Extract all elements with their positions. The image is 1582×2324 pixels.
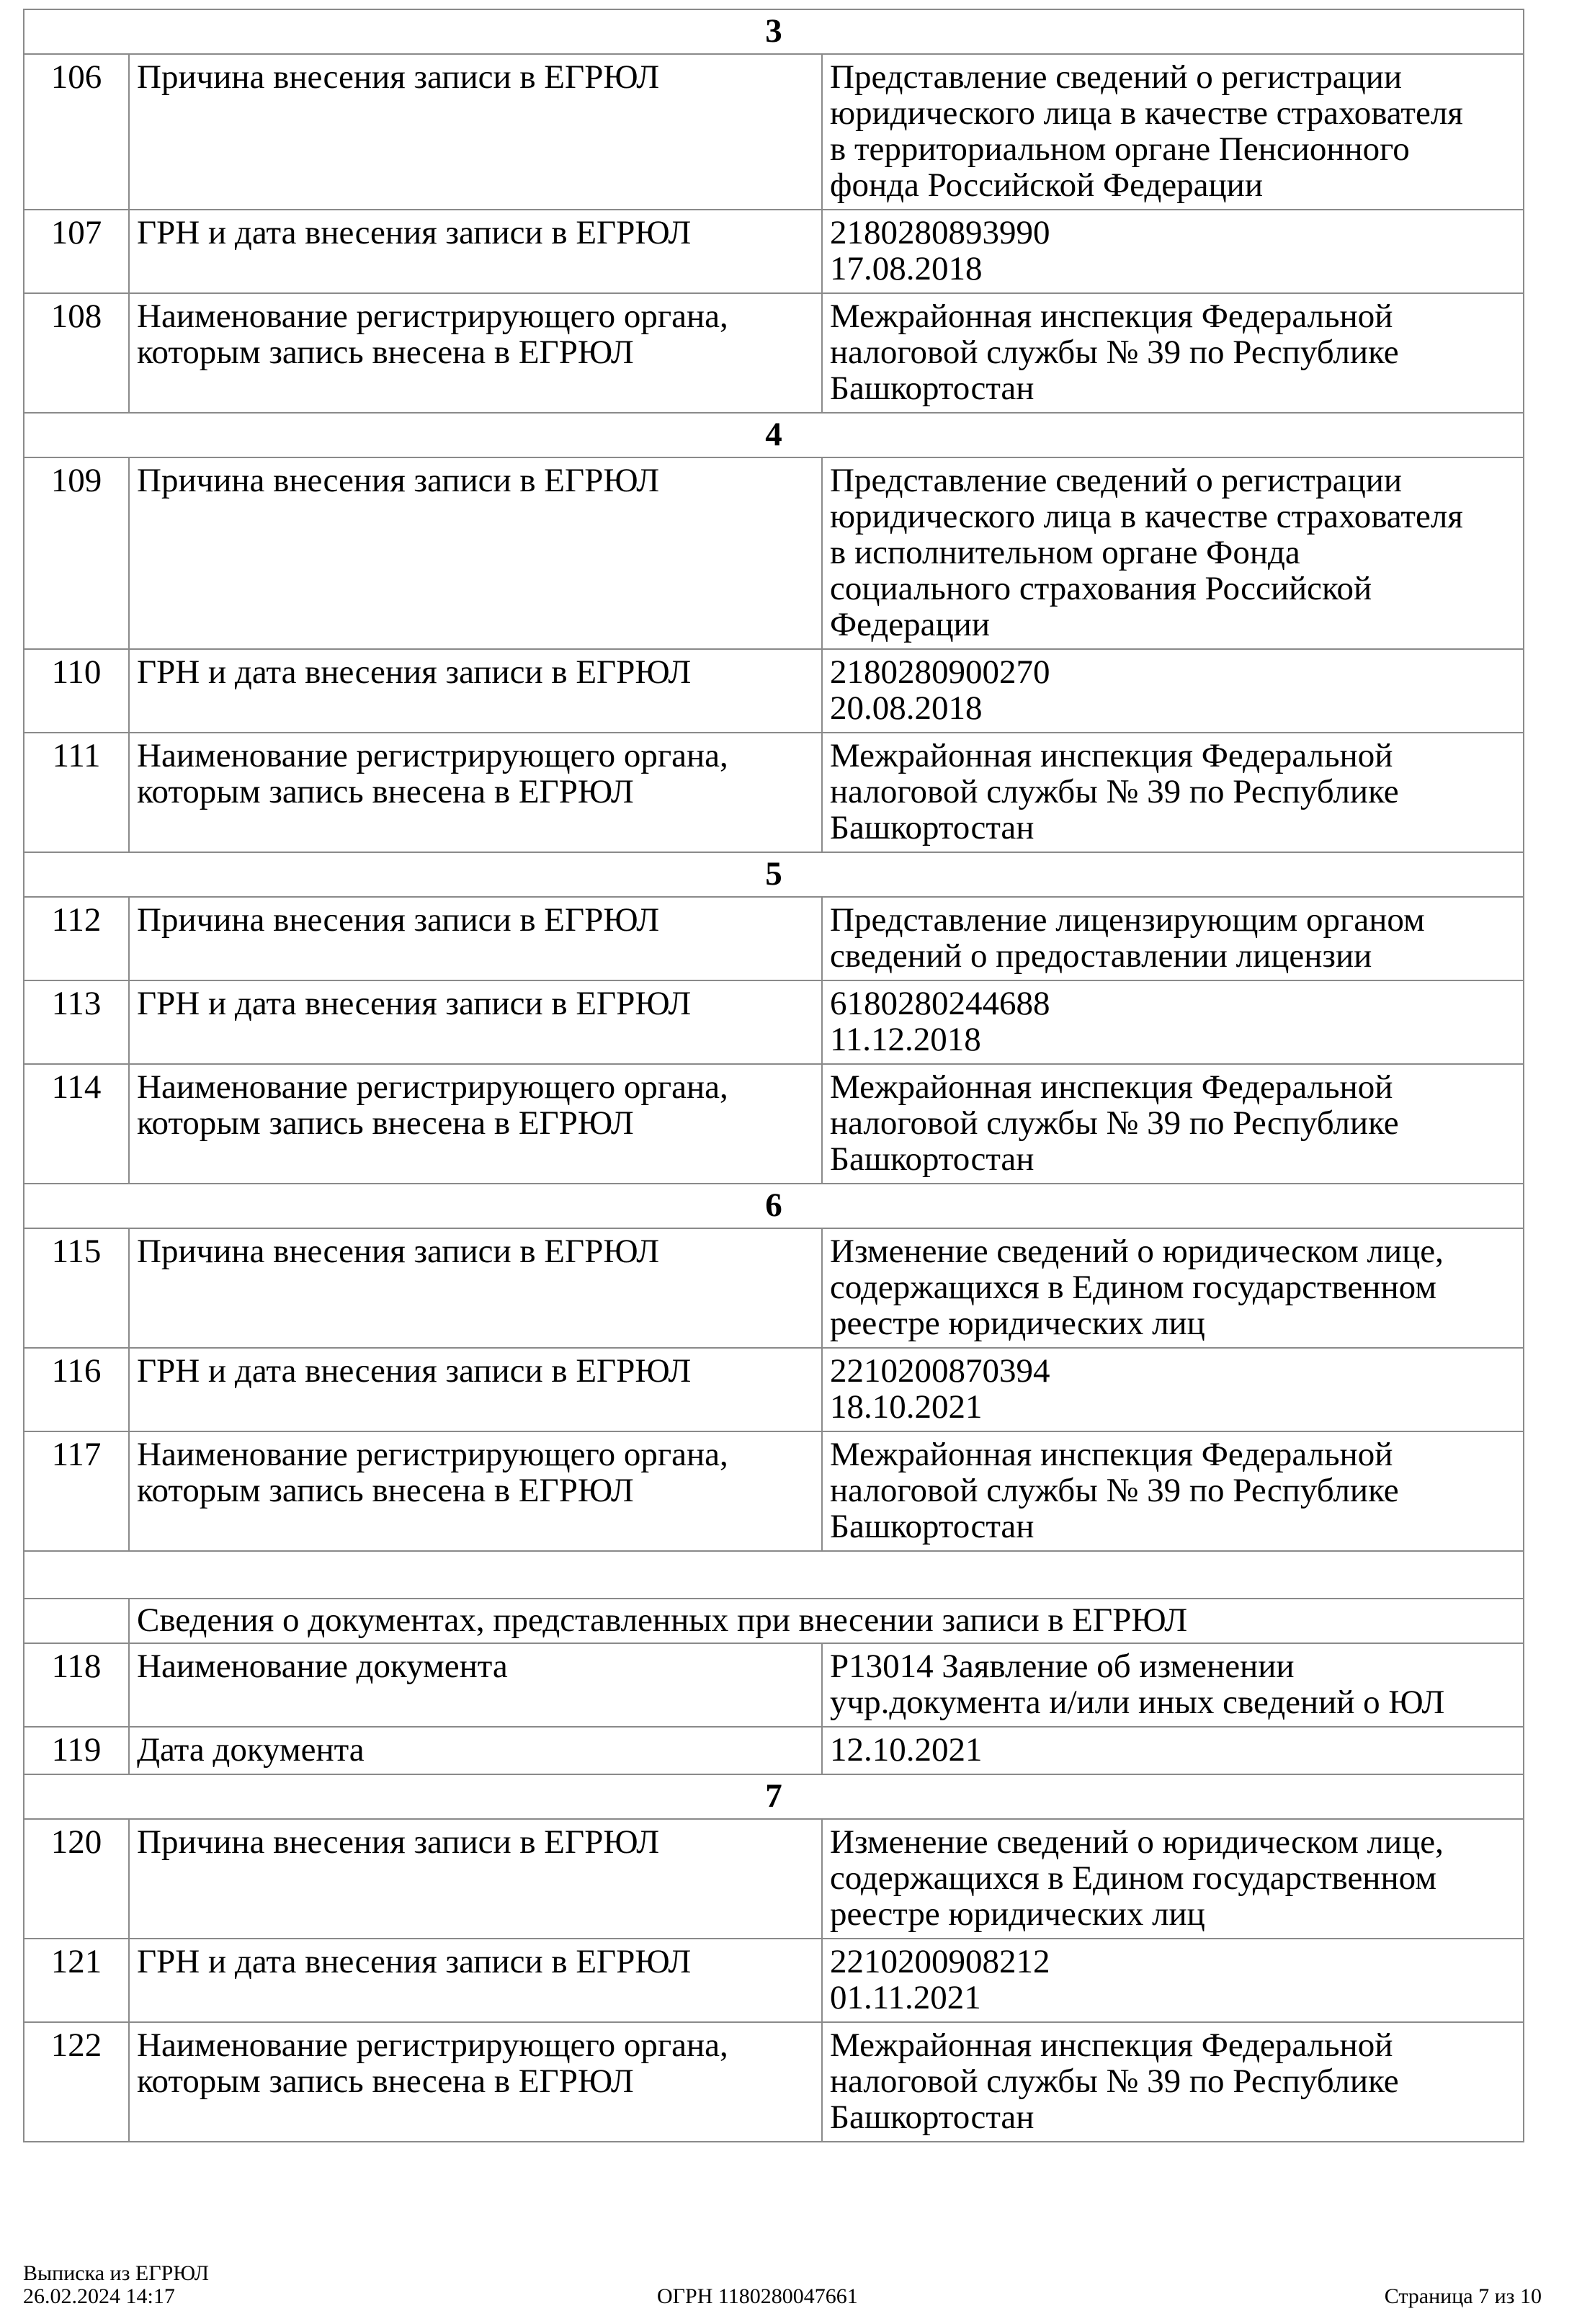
field-value-cell — [822, 649, 1524, 733]
field-name-line: ГРН и дата внесения записи в ЕГРЮЛ — [137, 1943, 692, 1980]
footer-page-number: Страница 7 из 10 — [1384, 2284, 1542, 2308]
field-name-cell — [129, 1727, 822, 1774]
field-value-line: социального страхования Российской — [830, 570, 1372, 607]
field-name-cell — [129, 2022, 822, 2142]
table-body — [24, 9, 1524, 2142]
field-name-cell — [129, 1228, 822, 1348]
field-name-line: которым запись внесена в ЕГРЮЛ — [137, 334, 634, 371]
field-value-line: 20.08.2018 — [830, 689, 983, 727]
group-header-row — [24, 852, 1524, 897]
row-number: 116 — [24, 1348, 129, 1431]
field-name-line: ГРН и дата внесения записи в ЕГРЮЛ — [137, 653, 692, 691]
group-number: 7 — [24, 1774, 1524, 1819]
field-name-line: Причина внесения записи в ЕГРЮЛ — [137, 1233, 660, 1270]
table-row — [24, 1431, 1524, 1551]
field-value-line: 2210200870394 — [830, 1352, 1050, 1390]
row-number: 110 — [24, 649, 129, 733]
field-name-cell — [129, 210, 822, 293]
field-value-line: 6180280244688 — [830, 985, 1050, 1022]
table-row — [24, 980, 1524, 1064]
field-value-line: налоговой службы № 39 по Республике — [830, 2062, 1399, 2100]
field-value-line: Изменение сведений о юридическом лице, — [830, 1233, 1444, 1270]
field-name-cell — [129, 1064, 822, 1184]
field-name-line: ГРН и дата внесения записи в ЕГРЮЛ — [137, 1352, 692, 1390]
field-value-line: юридического лица в качестве страхователя — [830, 498, 1463, 535]
empty-cell — [24, 1551, 1524, 1599]
table-row — [24, 1643, 1524, 1727]
field-name-cell — [129, 457, 822, 649]
field-value-line: в исполнительном органе Фонда — [830, 534, 1300, 571]
row-number: 118 — [24, 1643, 129, 1727]
row-number: 109 — [24, 457, 129, 649]
footer-left — [23, 2262, 209, 2308]
field-value-cell — [822, 1431, 1524, 1551]
field-name-cell — [129, 1939, 822, 2022]
field-name-line: Дата документа — [137, 1731, 365, 1769]
group-number: 6 — [24, 1184, 1524, 1228]
field-name-line: Причина внесения записи в ЕГРЮЛ — [137, 58, 660, 96]
field-value-line: Межрайонная инспекция Федеральной — [830, 1068, 1393, 1106]
field-value-cell — [822, 1348, 1524, 1431]
row-number: 113 — [24, 980, 129, 1064]
field-name-line: Наименование регистрирующего органа, — [137, 1436, 728, 1473]
field-value-line: Межрайонная инспекция Федеральной — [830, 737, 1393, 774]
field-value-cell — [822, 1727, 1524, 1774]
row-number: 111 — [24, 733, 129, 852]
table-row — [24, 1939, 1524, 2022]
field-value-line: налоговой службы № 39 по Республике — [830, 773, 1399, 810]
field-value-line: 17.08.2018 — [830, 250, 983, 287]
field-value-line: 2180280893990 — [830, 214, 1050, 251]
field-value-line: реестре юридических лиц — [830, 1895, 1205, 1933]
field-value-cell — [822, 1228, 1524, 1348]
field-value-line: 12.10.2021 — [830, 1731, 983, 1769]
field-name-line: Причина внесения записи в ЕГРЮЛ — [137, 462, 660, 499]
field-value-line: Р13014 Заявление об изменении — [830, 1648, 1295, 1685]
field-value-cell — [822, 1064, 1524, 1184]
field-value-line: Представление сведений о регистрации — [830, 462, 1403, 499]
footer-ogrn: ОГРН 1180280047661 — [657, 2284, 858, 2308]
row-number: 106 — [24, 54, 129, 210]
table-row — [24, 293, 1524, 413]
footer-datetime: 26.02.2024 14:17 — [23, 2284, 175, 2308]
field-value-cell — [822, 293, 1524, 413]
field-name-cell — [129, 897, 822, 980]
field-value-line: сведений о предоставлении лицензии — [830, 937, 1372, 975]
table-row — [24, 2022, 1524, 2142]
field-value-line: Межрайонная инспекция Федеральной — [830, 1436, 1393, 1473]
field-name-line: которым запись внесена в ЕГРЮЛ — [137, 1472, 634, 1509]
field-value-line: налоговой службы № 39 по Республике — [830, 334, 1399, 371]
field-name-line: Причина внесения записи в ЕГРЮЛ — [137, 901, 660, 939]
table-row — [24, 649, 1524, 733]
field-value-line: учр.документа и/или иных сведений о ЮЛ — [830, 1684, 1445, 1721]
table-row — [24, 1348, 1524, 1431]
section-header-row — [24, 1599, 1524, 1643]
field-name-cell — [129, 293, 822, 413]
row-number: 121 — [24, 1939, 129, 2022]
field-name-cell — [129, 1431, 822, 1551]
row-number: 107 — [24, 210, 129, 293]
row-number: 119 — [24, 1727, 129, 1774]
field-value-line: Башкортостан — [830, 809, 1034, 846]
table-row — [24, 1819, 1524, 1939]
field-value-cell — [822, 1643, 1524, 1727]
field-name-line: ГРН и дата внесения записи в ЕГРЮЛ — [137, 214, 692, 251]
field-value-line: 01.11.2021 — [830, 1979, 981, 2016]
field-value-line: юридического лица в качестве страхователя — [830, 94, 1463, 132]
field-name-cell — [129, 980, 822, 1064]
field-value-line: налоговой службы № 39 по Республике — [830, 1472, 1399, 1509]
field-value-line: реестре юридических лиц — [830, 1305, 1205, 1342]
field-value-line: Межрайонная инспекция Федеральной — [830, 298, 1393, 335]
field-value-line: 2180280900270 — [830, 653, 1050, 691]
field-value-line: Федерации — [830, 606, 990, 643]
field-name-line: Наименование регистрирующего органа, — [137, 298, 728, 335]
field-value-cell — [822, 54, 1524, 210]
table-row — [24, 733, 1524, 852]
field-value-line: содержащихся в Едином государственном — [830, 1859, 1436, 1897]
field-value-cell — [822, 733, 1524, 852]
row-number: 120 — [24, 1819, 129, 1939]
footer-doc-title: Выписка из ЕГРЮЛ — [23, 2261, 209, 2285]
page-footer — [23, 2262, 1542, 2320]
section-title: Сведения о документах, представленных при внесении записи в ЕГРЮЛ — [129, 1599, 1524, 1643]
field-value-line: Башкортостан — [830, 2099, 1034, 2136]
table-row — [24, 1228, 1524, 1348]
row-number: 115 — [24, 1228, 129, 1348]
field-name-cell — [129, 1819, 822, 1939]
field-name-line: которым запись внесена в ЕГРЮЛ — [137, 2062, 634, 2100]
field-name-cell — [129, 649, 822, 733]
field-value-line: 2210200908212 — [830, 1943, 1050, 1980]
group-number: 3 — [24, 9, 1524, 54]
field-value-line: Представление лицензирующим органом — [830, 901, 1425, 939]
row-number: 122 — [24, 2022, 129, 2142]
field-value-cell — [822, 980, 1524, 1064]
field-value-line: фонда Российской Федерации — [830, 166, 1263, 204]
field-value-cell — [822, 1819, 1524, 1939]
table-row — [24, 1064, 1524, 1184]
group-header-row — [24, 1184, 1524, 1228]
row-number: 112 — [24, 897, 129, 980]
field-name-cell — [129, 733, 822, 852]
field-name-line: Наименование документа — [137, 1648, 508, 1685]
field-name-cell — [129, 54, 822, 210]
group-header-row — [24, 1774, 1524, 1819]
field-value-line: содержащихся в Едином государственном — [830, 1269, 1436, 1306]
group-number: 5 — [24, 852, 1524, 897]
table-row — [24, 54, 1524, 210]
table-row — [24, 210, 1524, 293]
field-name-cell — [129, 1348, 822, 1431]
field-name-line: ГРН и дата внесения записи в ЕГРЮЛ — [137, 985, 692, 1022]
section-number-cell — [24, 1599, 129, 1643]
table-row — [24, 897, 1524, 980]
field-value-line: Изменение сведений о юридическом лице, — [830, 1823, 1444, 1861]
field-value-cell — [822, 2022, 1524, 2142]
row-number: 108 — [24, 293, 129, 413]
field-name-line: Причина внесения записи в ЕГРЮЛ — [137, 1823, 660, 1861]
table-row — [24, 457, 1524, 649]
row-number: 117 — [24, 1431, 129, 1551]
field-value-line: Представление сведений о регистрации — [830, 58, 1403, 96]
group-header-row — [24, 413, 1524, 457]
field-value-line: Межрайонная инспекция Федеральной — [830, 2026, 1393, 2064]
row-number: 114 — [24, 1064, 129, 1184]
field-name-line: Наименование регистрирующего органа, — [137, 2026, 728, 2064]
empty-row — [24, 1551, 1524, 1599]
egrul-extract-table — [23, 9, 1524, 2142]
group-number: 4 — [24, 413, 1524, 457]
field-name-line: которым запись внесена в ЕГРЮЛ — [137, 773, 634, 810]
table-row — [24, 1727, 1524, 1774]
field-value-cell — [822, 897, 1524, 980]
field-name-line: которым запись внесена в ЕГРЮЛ — [137, 1104, 634, 1142]
field-value-line: Башкортостан — [830, 370, 1034, 407]
field-value-line: 18.10.2021 — [830, 1388, 983, 1426]
field-value-line: Башкортостан — [830, 1508, 1034, 1545]
field-value-cell — [822, 1939, 1524, 2022]
group-header-row — [24, 9, 1524, 54]
field-value-cell — [822, 457, 1524, 649]
field-value-line: в территориальном органе Пенсионного — [830, 130, 1410, 168]
field-value-line: налоговой службы № 39 по Республике — [830, 1104, 1399, 1142]
field-value-line: 11.12.2018 — [830, 1021, 981, 1058]
field-name-cell — [129, 1643, 822, 1727]
field-value-line: Башкортостан — [830, 1140, 1034, 1178]
field-name-line: Наименование регистрирующего органа, — [137, 737, 728, 774]
field-value-cell — [822, 210, 1524, 293]
field-name-line: Наименование регистрирующего органа, — [137, 1068, 728, 1106]
